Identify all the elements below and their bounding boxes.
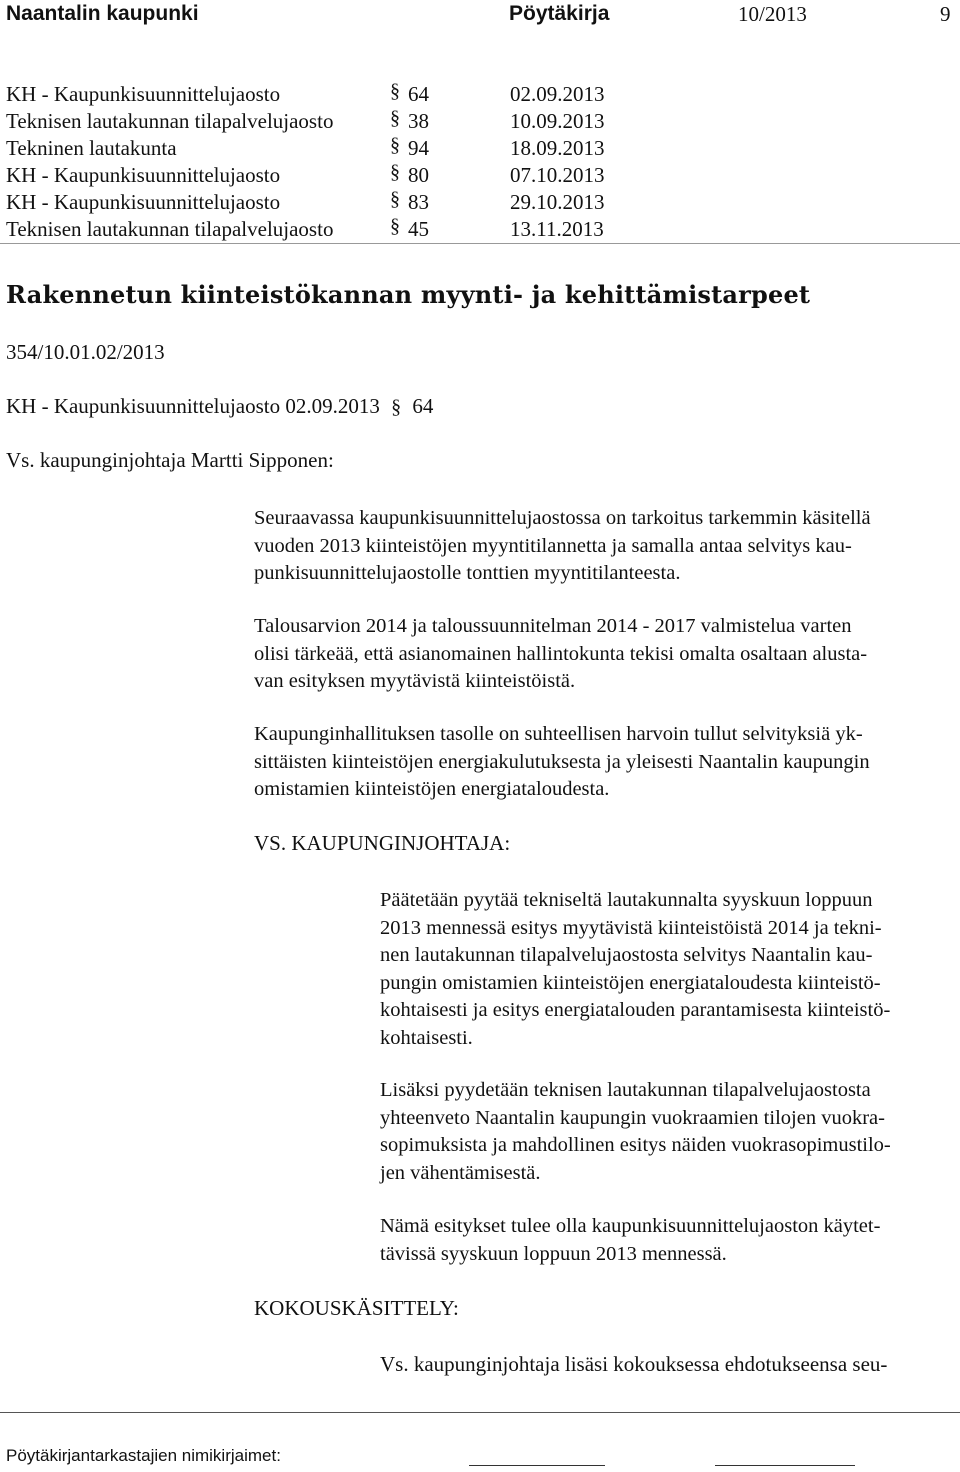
page-number: 9 — [940, 2, 951, 26]
history-divider — [0, 243, 960, 244]
history-date: 10.09.2013 — [510, 109, 605, 133]
city-name: Naantalin kaupunki — [6, 2, 199, 25]
signature-line — [469, 1465, 605, 1466]
history-org: KH - Kaupunkisuunnittelujaosto — [6, 82, 281, 106]
text-line: olisi tärkeää, että asianomainen hallintokunta tekisi omalta osaltaan alusta- — [254, 642, 868, 665]
text-line: kohtaisesti. — [380, 1026, 473, 1049]
proposal-paragraph — [380, 887, 890, 1052]
text-line: van esityksen myytävistä kiinteistöistä. — [254, 670, 576, 692]
text-line: sopimuksista ja mahdollinen esitys näiden vuokrasopimustilo- — [380, 1134, 891, 1156]
footer-divider — [0, 1412, 960, 1413]
text-line: punkisuunnittelujaostolle tonttien myyntitilanteesta. — [254, 562, 681, 584]
history-number: 83 — [408, 190, 429, 214]
text-line: 2013 mennessä esitys myytävistä kiinteistöistä 2014 ja tekni- — [380, 916, 882, 939]
history-date: 29.10.2013 — [510, 190, 605, 214]
meeting-line — [6, 394, 433, 419]
section-icon: § — [390, 188, 400, 210]
history-number: 45 — [408, 217, 429, 241]
text-line: nen lautakunnan tilapalvelujaostosta selvitys Naantalin kau- — [380, 944, 873, 966]
section-icon: § — [390, 134, 400, 156]
text-line: Kaupunginhallituksen tasolle on suhteellisen harvoin tullut selvityksiä yk- — [254, 723, 863, 745]
body-paragraph — [254, 721, 870, 804]
text-line: Lisäksi pyydetään teknisen lautakunnan tilapalvelujaostosta — [380, 1079, 871, 1101]
discussion-text: Vs. kaupunginjohtaja lisäsi kokouksessa ehdotukseensa seu- — [380, 1352, 888, 1376]
text-line: Talousarvion 2014 ja taloussuunnitelman 2014 - 2017 valmistelua varten — [254, 615, 852, 637]
history-number: 64 — [408, 82, 429, 106]
text-line: yhteenveto Naantalin kaupungin vuokraamien tilojen vuokra- — [380, 1106, 885, 1129]
history-number: 94 — [408, 136, 429, 160]
presenter-line: Vs. kaupunginjohtaja Martti Sipponen: — [6, 448, 334, 472]
history-org: Teknisen lautakunnan tilapalvelujaosto — [6, 109, 334, 133]
section-icon: § — [390, 107, 400, 129]
meeting-number: 64 — [412, 394, 434, 418]
history-org: Teknisen lautakunnan tilapalvelujaosto — [6, 217, 334, 241]
section-icon: § — [391, 396, 402, 418]
page-title: Rakennetun kiinteistökannan myynti- ja kehittämistarpeet — [6, 280, 811, 309]
text-line: jen vähentämisestä. — [380, 1161, 541, 1184]
record-number: 354/10.01.02/2013 — [6, 340, 165, 364]
text-line: vuoden 2013 kiinteistöjen myyntitilannetta ja samalla antaa selvitys kau- — [254, 534, 852, 557]
body-paragraph — [254, 613, 867, 696]
text-line: sittäisten kiinteistöjen energiakulutuksesta ja yleisesti Naantalin kaupungin — [254, 750, 870, 773]
history-date: 02.09.2013 — [510, 82, 605, 106]
section-icon: § — [390, 215, 400, 237]
text-line: kohtaisesti ja esitys energiatalouden parantamisesta kiinteistö- — [380, 999, 891, 1021]
text-line: omistamien kiinteistöjen energiataloudesta. — [254, 778, 610, 800]
discussion-heading: KOKOUSKÄSITTELY: — [254, 1296, 459, 1320]
proposal-paragraph — [380, 1077, 891, 1187]
history-date: 07.10.2013 — [510, 163, 605, 187]
section-icon: § — [390, 161, 400, 183]
history-org: KH - Kaupunkisuunnittelujaosto — [6, 163, 281, 187]
text-line: pungin omistamien kiinteistöjen energiataloudesta kiinteistö- — [380, 971, 881, 994]
history-number: 38 — [408, 109, 429, 133]
history-org: Tekninen lautakunta — [6, 136, 177, 160]
proposal-heading: VS. KAUPUNGINJOHTAJA: — [254, 831, 511, 855]
document-type: Pöytäkirja — [509, 2, 610, 25]
meeting-org-date: KH - Kaupunkisuunnittelujaosto 02.09.2013 — [6, 394, 380, 418]
proposal-paragraph — [380, 1213, 880, 1268]
text-line: tävissä syyskuun loppuun 2013 mennessä. — [380, 1242, 727, 1265]
history-date: 18.09.2013 — [510, 136, 605, 160]
signature-line — [715, 1465, 855, 1466]
history-number: 80 — [408, 163, 429, 187]
text-line: Seuraavassa kaupunkisuunnittelujaostossa on tarkoitus tarkemmin käsitellä — [254, 507, 871, 529]
signature-label: Pöytäkirjantarkastajien nimikirjaimet: — [6, 1446, 281, 1465]
section-icon: § — [390, 80, 400, 102]
document-number: 10/2013 — [738, 2, 807, 26]
text-line: Nämä esitykset tulee olla kaupunkisuunnittelujaoston käytet- — [380, 1215, 881, 1237]
body-paragraph — [254, 505, 871, 588]
history-date: 13.11.2013 — [510, 217, 604, 241]
text-line: Päätetään pyytää tekniseltä lautakunnalta syyskuun loppuun — [380, 889, 873, 911]
history-org: KH - Kaupunkisuunnittelujaosto — [6, 190, 281, 214]
